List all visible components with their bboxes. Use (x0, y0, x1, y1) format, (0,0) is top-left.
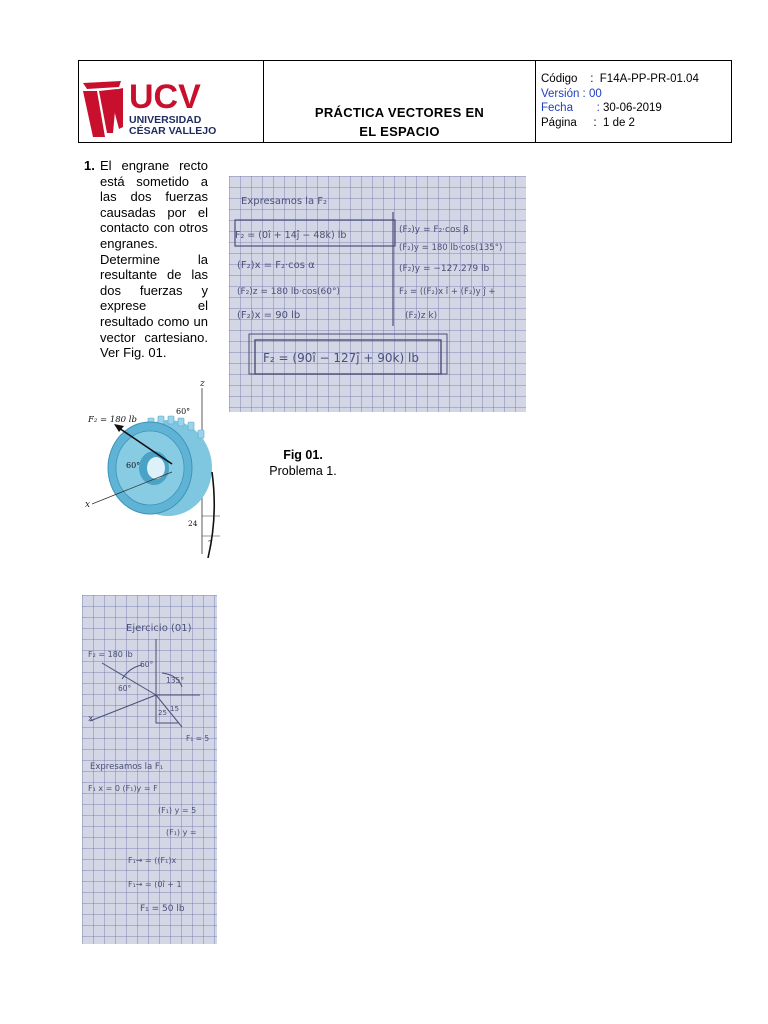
force-label: F₂ = 180 lb (88, 415, 137, 425)
note-2-line-3: (F₁) y = 5 (158, 806, 197, 815)
problem-number: 1. (84, 158, 95, 173)
figure-caption-text: Problema 1. (269, 464, 337, 478)
note-2-angle-60a: 60° (140, 660, 154, 669)
note-1-left-2: F₂ = (0î + 14ĵ − 48k) lb (235, 230, 347, 241)
note-1-right-3: (F₂)y = −127.279 lb (399, 264, 490, 274)
note-2-15: 15 (170, 705, 179, 713)
figure-caption (262, 447, 344, 479)
note-2-axis-x: x (88, 714, 94, 724)
meta-block (541, 72, 699, 130)
note-2-line-1: Expresamos la F₁ (90, 762, 164, 772)
note-2-force: F₂ = 180 lb (88, 650, 133, 659)
note-1-right-5: (F₂)z k) (405, 311, 438, 321)
meta-row-code: Código : F14A-PP-PR-01.04 (541, 73, 699, 85)
note-2-25: 25 (158, 709, 167, 717)
dim-24-label: 24 (188, 519, 198, 528)
logo-sub2-text: CÉSAR VALLEJO (129, 125, 217, 137)
note-2-title: Ejercicio (01) (126, 623, 192, 634)
note-1-left-4: (F₂)z = 180 lb·cos(60°) (237, 287, 341, 297)
note-2-angle-60b: 60° (118, 684, 132, 693)
logo-cell (79, 61, 264, 142)
handwritten-notes-photo-2 (82, 595, 217, 944)
ucv-logo (79, 61, 264, 144)
axis-x-label: x (85, 500, 91, 510)
handwritten-notes-photo-1 (229, 176, 526, 412)
title-line-1: PRÁCTICA VECTORES EN (314, 105, 485, 120)
note-2-line-7: F₁ = 50 lb (140, 904, 185, 914)
note-1-left-5: (F₂)x = 90 lb (237, 310, 301, 321)
note-2-line-5: F₁→ = ((F₁)x (128, 856, 177, 865)
note-2-line-6: F₁→ = (0î + 1 (128, 880, 182, 889)
dim-7-label: 7 (208, 539, 213, 548)
meta-row-version: Versión : 00 (541, 87, 602, 100)
note-2-line-4: (F₁) y = (166, 828, 197, 837)
note-1-right-4: F₂ = ((F₂)x î + (F₂)y ĵ + (399, 287, 496, 297)
axis-z-label: z (200, 379, 205, 389)
note-2-angle-135: 135° (166, 676, 185, 685)
meta-row-date: Fecha : 30-06-2019 (541, 102, 662, 114)
note-1-left-3: (F₂)x = F₂·cos α (237, 260, 315, 271)
figure-caption-label: Fig 01. (283, 448, 323, 462)
gear-figure (84, 376, 220, 558)
note-1-result: F₂ = (90î − 127ĵ + 90k) lb (263, 351, 419, 365)
angle-top-label: 60° (176, 407, 191, 416)
logo-sub1-text: UNIVERSIDAD (129, 114, 202, 126)
meta-cell (536, 61, 731, 142)
note-1-right-1: (F₂)y = F₂·cos β (399, 225, 469, 235)
logo-main-text: UCV (129, 78, 201, 116)
title-cell (264, 61, 536, 142)
note-2-line-2: F₁ x = 0 (F₁)y = F (88, 784, 158, 793)
problem-text: El engrane recto está sometido a las dos fuerzas causadas por el contacto con otros engranes. Determine la resultante de las dos fuerzas y exprese el resultado como un vector cartesiano. Ver Fig. 01. (100, 158, 208, 361)
title-line-2: EL ESPACIO (359, 124, 440, 139)
angle-side-label: 60° (126, 461, 141, 470)
note-1-right-2: (F₂)y = 180 lb·cos(135°) (399, 243, 503, 253)
document-header (78, 60, 732, 143)
problem-statement (84, 158, 208, 361)
note-2-f1: F₁ = 5 (186, 734, 210, 743)
note-1-left-1: Expresamos la F₂ (241, 196, 328, 207)
meta-row-page: Página : 1 de 2 (541, 116, 635, 129)
document-title (264, 103, 535, 141)
